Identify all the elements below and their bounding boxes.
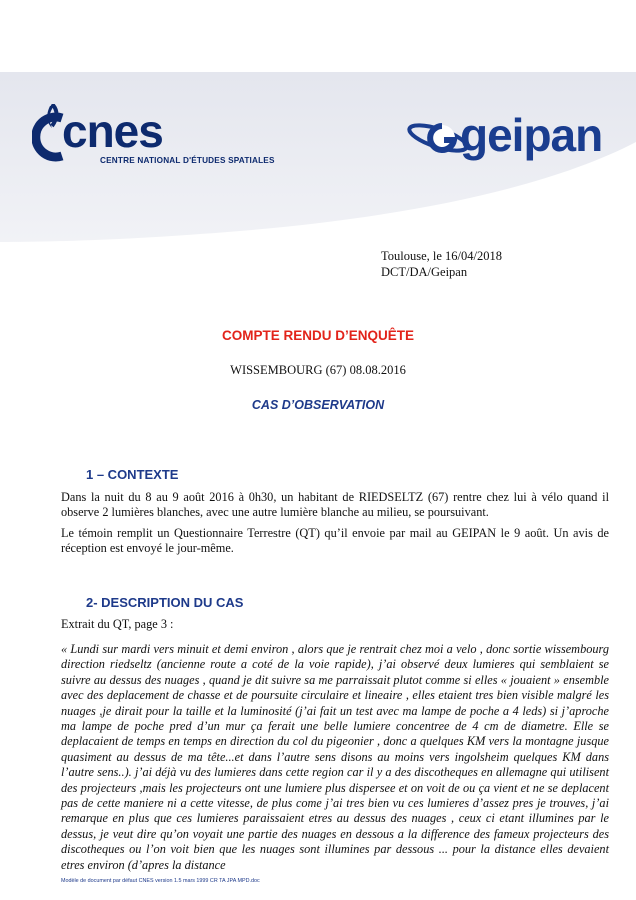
case-type: CAS D’OBSERVATION <box>251 398 385 412</box>
geipan-logo-icon <box>404 112 468 164</box>
case-location-date: WISSEMBOURG (67) 08.08.2016 <box>230 363 406 377</box>
document-footer: Modèle de document par défaut CNES version 1.5 mars 1999 CR TA JPA MPD.doc <box>61 878 260 884</box>
reference-code: DCT/DA/Geipan <box>381 265 468 279</box>
section-1-paragraph-2: Le témoin remplit un Questionnaire Terrestre (QT) qu’il envoie par mail au GEIPAN le 9 août. Un avis de réception est envoyé le jour-même. <box>61 526 609 556</box>
cnes-wordmark: cnes <box>62 105 163 157</box>
section-1-paragraph-1: Dans la nuit du 8 au 9 août 2016 à 0h30, un habitant de RIEDSELTZ (67) rentre chez lui à vélo quand il observe 2 lumières blanches, avec une autre lumière blanche au milieu, se poursuivant. <box>61 490 609 520</box>
cnes-subtitle: CENTRE NATIONAL D'ÉTUDES SPATIALES <box>100 156 275 165</box>
section-2-intro: Extrait du QT, page 3 : <box>61 617 174 631</box>
section-1-heading: 1 – CONTEXTE <box>86 467 179 482</box>
place-date: Toulouse, le 16/04/2018 <box>381 249 502 263</box>
witness-quote: « Lundi sur mardi vers minuit et demi environ , alors que je rentrait chez moi a velo , donc sortie wissembourg direction riedseltz (ancienne route a coté de la voie rapide), j’ai observé deux lumieres qui semblaient se suivre au dessus des nuages , quand je dit suivre sa me parraissait plutot comme si elles « jouaient » ensemble avec des deplacement de chasse et de poursuite circulaire et lineaire , elles etaient tres bien visible malgré les nuages ,je dirait pour la taille et la luminosité (j’ai fait un test avec ma lampe de poche a 4 leds) si j’aproche ma lampe de poche pred d’un mur ça ferait une belle lumiere concentree de 4 cm de diametre. Elle se deplacaient de temps en temps en direction du col du pigeonier , donc a quelques KM vers la montagne jusque quasiment au dessus de ma tête...et dans l’autre sens disons au moins vers ingolsheim quelques KM dans l’autre sens..). j’ai déjà vu des lumieres dans cette region car il y a des discotheques en allemagne qui utilisent des projecteurs ,mais les projecteurs ont une lumiere plus dispersee et on voit de ou ça vient et ne se deplacent pas de cette maniere ni a cette vitesse, de plus come j’ai tres bien vu ces lumieres d’assez pres je trouves, j’ai remarque en plus que ces lumieres paraissaient etres au dessus des nuages , ceux ci etant illumines par le dessus, je veut dire qu’on voyait une partie des nuages en dessous a la difference des fameux projecteurs des discotheques ou l’on voit bien que les nuages sont illumines par dessous ... pour la distance elles devaient etres environ (d’apres la distance <box>61 642 609 872</box>
section-2-heading: 2- DESCRIPTION DU CAS <box>86 595 244 610</box>
document-meta <box>381 248 502 280</box>
geipan-wordmark: geipan <box>460 109 603 161</box>
report-title: COMPTE RENDU D’ENQUÊTE <box>221 328 414 343</box>
